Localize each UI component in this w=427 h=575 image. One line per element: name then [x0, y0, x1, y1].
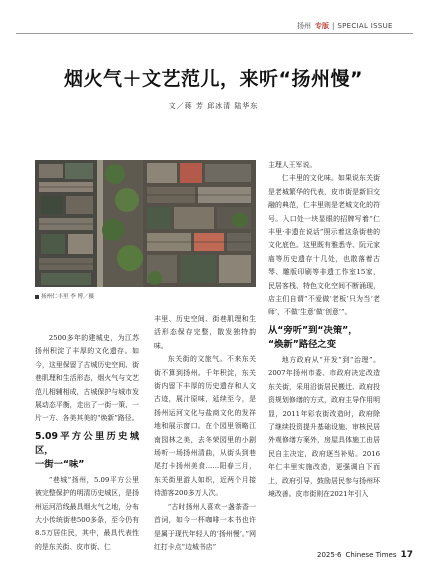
- header-divider: |: [332, 22, 335, 30]
- header-section: 扬州: [297, 22, 311, 30]
- page-footer: [317, 550, 413, 560]
- body-paragraph: 2500多年的建城史，为江苏扬州积淀了丰厚的文化遗存。如今，这里保留了古城历史空间、街巷肌理和生活形态，烟火气与文艺范儿相辅相成，古城保护与城市发展动态平衡，走出了一街一策、一片一方、各美其美的“焕新”路径。: [35, 334, 139, 423]
- caption-text: 扬州仁丰里 李 博／摄: [41, 294, 94, 300]
- header-special-issue: SPECIAL ISSUE: [337, 22, 393, 30]
- article-title: 烟火气＋文艺范儿，来听“扬州慢”: [64, 68, 363, 90]
- page-number: 17: [400, 550, 413, 560]
- page-header: [297, 21, 417, 31]
- header-rule: [16, 33, 413, 34]
- section-heading-line: “焕新”路径之变: [268, 338, 337, 350]
- aerial-photo-renfengli: [35, 160, 256, 287]
- section-heading-line: 从“旁听”到“决策”，: [268, 324, 358, 336]
- column-2: [154, 313, 256, 554]
- body-paragraph: 地方政府从“开发”到“治理”。2007年扬州市委、市政府决定改造东关街，采用沿街居民搬迁、政府投资规划修缮的方式，政府主导作用明显，2011年彩农街改造时，政府除了继续投资提升基础设施、审核民居外观修缮方案外，房屋具体施工由居民自主决定，政府逐当补贴。2016年仁丰里实施改造，更强调自下而上，政府引导，鼓励居民参与扬州环境改善。皮市街则在2021年引入: [268, 355, 380, 498]
- section-heading-line: 5.09平方公里历史城区，: [35, 430, 139, 456]
- section-heading: [268, 324, 380, 352]
- article-byline: 文／蒋 芳 邱冰清 陆华东: [168, 102, 259, 110]
- body-paragraph: 丰里、历史空间、街巷肌理和生活形态保存完整，散发独特韵味。: [154, 315, 256, 350]
- caption-marker-icon: [35, 295, 39, 299]
- column-1: [35, 332, 139, 554]
- section-heading: [35, 430, 139, 472]
- body-paragraph: “巷城”扬州，5.09平方公里被完整保护的明清历史城区，是扬州运河沿线最具烟火气之地，分布大小传统街巷500多条，至今仍有8.5万居住民，其中，最具代表性的是东关街、皮市街、仁: [35, 475, 139, 551]
- header-mark: 专版: [315, 22, 329, 30]
- column-3: [268, 159, 380, 501]
- aerial-photo-image: [35, 160, 256, 287]
- body-paragraph: 东关街的文旅气。不来东关街不算到扬州。千年积淀，东关街内留下丰厚的历史遗存和人文古迹，展汁原味，延续至今，是扬州运河文化与盐商文化的发祥地和展示窗口。在个园里领略江南园林之美，去冬荣园里的小剧场听一场扬州清曲，从街头到巷尾打卡扬州美食……阳春三月，东关街里游人如织，近两个月接待游客200多万人次。: [154, 355, 256, 498]
- section-heading-line: 一街一“味”: [35, 458, 85, 470]
- footer-issue: 2025·6: [317, 551, 342, 559]
- body-paragraph: 主理人王军说。: [268, 161, 317, 169]
- body-paragraph: “古时扬州人喜欢一盏茶香一首词，如今一杯咖啡一本书也许是属于现代年轻人的‘扬州慢’。”网红打卡点“边城书店”: [154, 502, 256, 551]
- photo-caption: [35, 292, 94, 300]
- body-paragraph: 仁丰里的文化味。如果说东关街是老城繁华的代表，皮市街是新旧交融的典范，仁丰里则是老城文化的符号。入口处一块显眼的招牌写着“仁丰里·非遗在说话”照示着这条街巷的文化底色。这里既有雅悉寺、阮元家庙等历史遗存十几处，也散落着古琴、雕版印刷等非遗工作室15家，民居客栈、特色文化空间不断涌现，店主们自谓“不爱做‘老板’只为当‘老师’，不做‘生意’做‘创意’”。: [268, 174, 380, 317]
- footer-magazine: Chinese Times: [345, 551, 397, 559]
